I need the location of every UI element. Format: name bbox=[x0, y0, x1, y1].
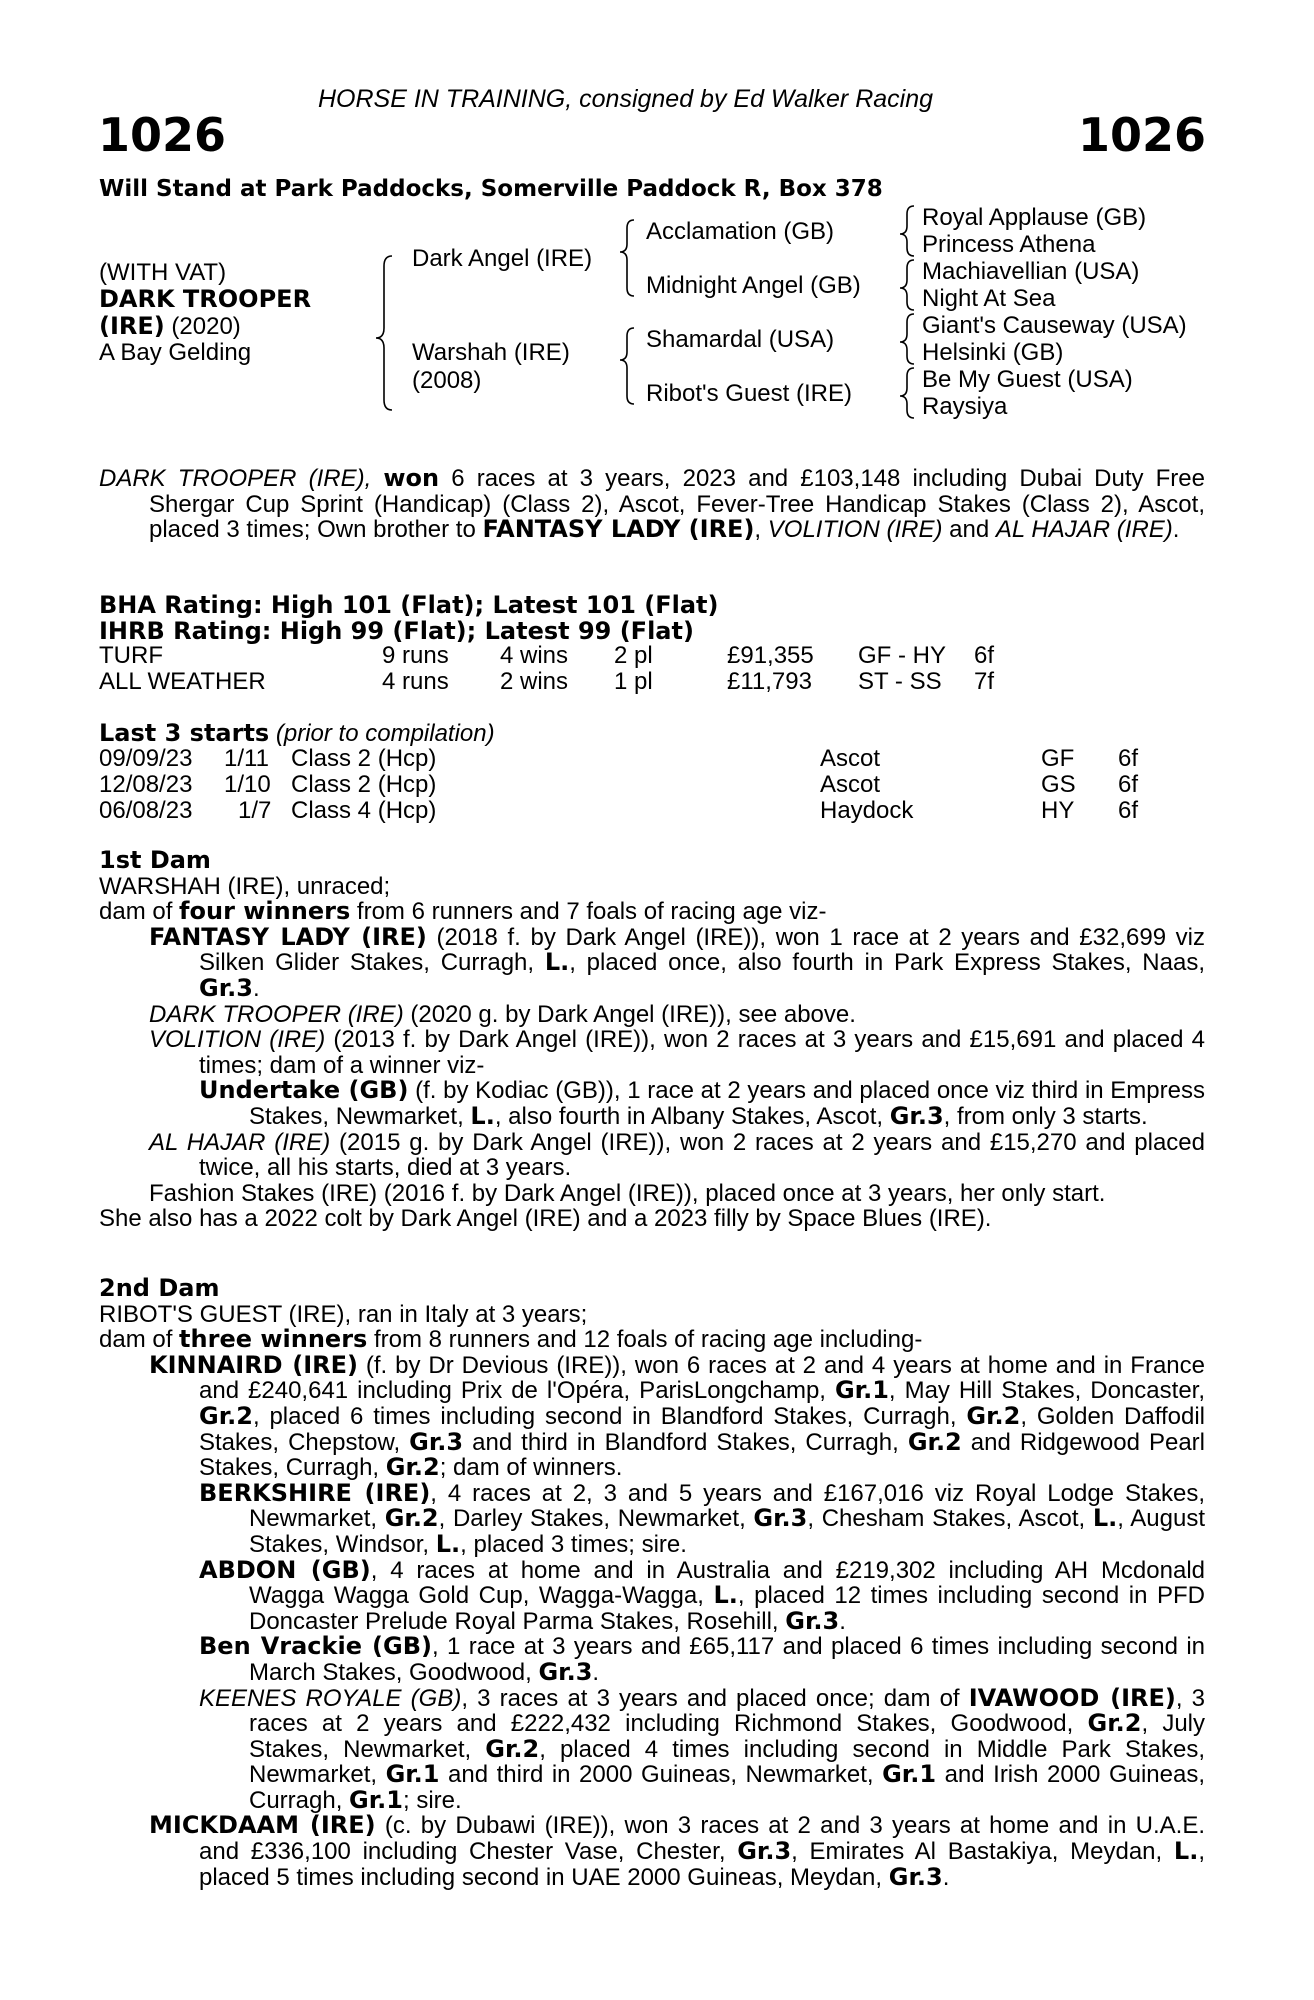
horse-name: DARK TROOPER bbox=[99, 285, 312, 313]
produce-berkshire: BERKSHIRE (IRE), 4 races at 2, 3 and 5 years and £167,016 viz Royal Lodge Stakes, Newmarket, Gr.2, Darley Stakes, Newmarket, Gr.3, Chesham Stakes, Ascot, L., August Stakes, Windsor, L., placed 3 times; sire. bbox=[199, 1478, 1205, 1558]
second-dam-heading: 2nd Dam bbox=[99, 1274, 220, 1302]
rating-row-surface: TURF bbox=[99, 642, 163, 669]
rating-row-runs: 9 runs bbox=[382, 642, 449, 669]
location-line: Will Stand at Park Paddocks, Somerville Paddock R, Box 378 bbox=[99, 176, 883, 202]
first-dam-section: 1st Dam WARSHAH (IRE), unraced; dam of four winners from 6 runners and 7 foals of racing age viz- FANTASY LADY (IRE) (2018 f. by Dark Angel (IRE)), won 1 race at 2 years and £32,699 viz Silken Glider Stakes, Curragh, L., placed once, also fourth in Park Express Stakes, Naas, Gr.3. DARK TROOPER (IRE) (2020 g. by Dark Angel (IRE)), see above. VOLITION (IRE) (2013 f. by Dark Angel (IRE)), won 2 races at 3 years and £15,691 and placed 4 times; dam of a winner viz- Undertake (GB) (f. by Kodiac (GB)), 1 race at 2 years and placed once viz third in Empress Stakes, Newmarket, L., also fourth in Albany Stakes, Ascot, Gr.3, from only 3 starts. AL HAJAR (IRE) (2015 g. by Dark Angel (IRE)), won 2 races at 2 years and £15,270 and placed twice, all his starts, died at 3 years. Fashion Stakes (IRE) (2016 f. by Dark Angel (IRE)), placed once at 3 years, her only start. She also has a 2022 colt by Dark Angel (IRE) and a 2023 filly by Space Blues (IRE). bbox=[99, 846, 1206, 1233]
start-course: Ascot bbox=[820, 771, 881, 798]
lot-number-right: 1026 bbox=[1077, 108, 1206, 162]
lot-number-left: 1026 bbox=[98, 108, 227, 162]
second-dam-section: 2nd Dam RIBOT'S GUEST (IRE), ran in Italy at 3 years; dam of three winners from 8 runners and 12 foals of racing age including- KINNAIRD (IRE) (f. by Dr Devious (IRE)), won 6 races at 2 and 4 years at home and in France and £240,641 including Prix de l'Opéra, ParisLongchamp, Gr.1, May Hill Stakes, Doncaster, Gr.2, placed 6 times including second in Blandford Stakes, Curragh, Gr.2, Golden Daffodil Stakes, Chepstow, Gr.3 and third in Blandford Stakes, Curragh, Gr.2 and Ridgewood Pearl Stakes, Curragh, Gr.2; dam of winners. BERKSHIRE (IRE), 4 races at 2, 3 and 5 years and £167,016 viz Royal Lodge Stakes, Newmarket, Gr.2, Darley Stakes, Newmarket, Gr.3, Chesham Stakes, Ascot, L., August Stakes, Windsor, L., placed 3 times; sire. ABDON (GB), 4 races at home and in Australia and £219,302 including AH Mcdonald Wagga Wagga Gold Cup, Wagga-Wagga, L., placed 12 times including second in PFD Doncaster Prelude Royal Parma Stakes, Rosehill, Gr.3. Ben Vrackie (GB), 1 race at 3 years and £65,117 and placed 6 times including second in March Stakes, Goodwood, Gr.3. KEENES ROYALE (GB), 3 races at 3 years and placed once; dam of IVAWOOD (IRE), 3 races at 2 years and £222,432 including Richmond Stakes, Goodwood, Gr.2, July Stakes, Newmarket, Gr.2, placed 4 times including second in Middle Park Stakes, Newmarket, Gr.1 and third in 2000 Guineas, Newmarket, Gr.1 and Irish 2000 Guineas, Curragh, Gr.1; sire. MICKDAAM (IRE) (c. by Dubawi (IRE)), won 3 races at 2 and 3 years at home and in U.A.E. and £336,100 including Chester Vase, Chester, Gr.3, Emirates Al Bastakiya, Meydan, L., placed 5 times including second in UAE 2000 Guineas, Meydan, Gr.3. bbox=[99, 1274, 1206, 1891]
rating-row-going: ST - SS bbox=[858, 668, 942, 695]
produce-fantasy-lady: FANTASY LADY (IRE) (2018 f. by Dark Angel (IRE)), won 1 race at 2 years and £32,699 viz Silken Glider Stakes, Curragh, L., placed once, also fourth in Park Express Stakes, Naas, Gr.3. bbox=[149, 922, 1206, 1002]
ped-sds: Machiavellian (USA) bbox=[922, 258, 1140, 285]
horse-suffix-year: (IRE) (2020) bbox=[99, 312, 241, 340]
start-going: HY bbox=[1041, 797, 1075, 824]
race-summary: DARK TROOPER (IRE), won 6 races at 3 years, 2023 and £103,148 including Dubai Duty Free Shergar Cup Sprint (Handicap) (Class 2), Ascot, Fever-Tree Handicap Stakes (Class 2), Ascot, placed 3 times; Own brother to FANTASY LADY (IRE), VOLITION (IRE) and AL HAJAR (IRE). bbox=[99, 464, 1205, 544]
ped-dsd: Helsinki (GB) bbox=[922, 339, 1064, 366]
rating-row-prize: £91,355 bbox=[727, 642, 814, 669]
ped-dss: Giant's Causeway (USA) bbox=[922, 312, 1187, 339]
dam-sire: Shamardal (USA) bbox=[646, 326, 835, 353]
ped-sdd: Night At Sea bbox=[922, 285, 1056, 312]
start-distance: 6f bbox=[1118, 797, 1139, 824]
produce-fashion-stakes: Fashion Stakes (IRE) (2016 f. by Dark Angel (IRE)), placed once at 3 years, her only start. bbox=[149, 1179, 1106, 1207]
produce-keenes-royale: KEENES ROYALE (GB), 3 races at 3 years and placed once; dam of IVAWOOD (IRE), 3 races at 2 years and £222,432 including Richmond Stakes, Goodwood, Gr.2, July Stakes, Newmarket, Gr.2, placed 4 times including second in Middle Park Stakes, Newmarket, Gr.1 and third in 2000 Guineas, Newmarket, Gr.1 and Irish 2000 Guineas, Curragh, Gr.1; sire. bbox=[199, 1683, 1206, 1814]
start-class: Class 2 (Hcp) bbox=[291, 745, 437, 772]
rating-row-distance: 6f bbox=[974, 642, 995, 669]
consignment-line: HORSE IN TRAINING, consigned by Ed Walker Racing bbox=[318, 85, 934, 113]
rating-row-wins: 4 wins bbox=[500, 642, 569, 669]
start-distance: 6f bbox=[1118, 771, 1139, 798]
produce-dark-trooper: DARK TROOPER (IRE) (2020 g. by Dark Angel (IRE)), see above. bbox=[149, 1000, 856, 1028]
start-going: GS bbox=[1041, 771, 1076, 798]
sire: Dark Angel (IRE) bbox=[412, 245, 593, 272]
produce-al-hajar: AL HAJAR (IRE) (2015 g. by Dark Angel (IRE)), won 2 races at 2 years and £15,270 and placed twice, all his starts, died at 3 years. bbox=[149, 1128, 1205, 1182]
rating-row-wins: 2 wins bbox=[500, 668, 569, 695]
start-date: 06/08/23 bbox=[99, 797, 193, 824]
produce-ben-vrackie: Ben Vrackie (GB), 1 race at 3 years and £65,117 and placed 6 times including second in March Stakes, Goodwood, Gr.3. bbox=[199, 1632, 1206, 1686]
start-distance: 6f bbox=[1118, 745, 1139, 772]
start-class: Class 2 (Hcp) bbox=[291, 771, 437, 798]
sire-sire: Acclamation (GB) bbox=[646, 218, 835, 245]
rating-row-distance: 7f bbox=[974, 668, 995, 695]
dam-dam: Ribot's Guest (IRE) bbox=[646, 380, 852, 407]
bha-rating: BHA Rating: High 101 (Flat); Latest 101 (Flat) bbox=[99, 591, 719, 619]
vat-note: (WITH VAT) bbox=[99, 259, 227, 286]
start-going: GF bbox=[1041, 745, 1075, 772]
produce-kinnaird: KINNAIRD (IRE) (f. by Dr Devious (IRE)), won 6 races at 2 and 4 years at home and in France and £240,641 including Prix de l'Opéra, ParisLongchamp, Gr.1, May Hill Stakes, Doncaster, Gr.2, placed 6 times including second in Blandford Stakes, Curragh, Gr.2, Golden Daffodil Stakes, Chepstow, Gr.3 and third in Blandford Stakes, Curragh, Gr.2 and Ridgewood Pearl Stakes, Curragh, Gr.2; dam of winners. bbox=[149, 1350, 1206, 1482]
produce-abdon: ABDON (GB), 4 races at home and in Australia and £219,302 including AH Mcdonald Wagga Wagga Gold Cup, Wagga-Wagga, L., placed 12 times including second in PFD Doncaster Prelude Royal Parma Stakes, Rosehill, Gr.3. bbox=[199, 1555, 1206, 1635]
dam: Warshah (IRE) bbox=[412, 339, 570, 366]
rating-row-going: GF - HY bbox=[858, 642, 946, 669]
rating-row-surface: ALL WEATHER bbox=[99, 668, 266, 695]
also-produce: She also has a 2022 colt by Dark Angel (IRE) and a 2023 filly by Space Blues (IRE). bbox=[99, 1205, 992, 1233]
start-date: 12/08/23 bbox=[99, 771, 193, 798]
start-class: Class 4 (Hcp) bbox=[291, 797, 437, 824]
ped-ssd: Princess Athena bbox=[922, 231, 1096, 258]
start-date: 09/09/23 bbox=[99, 745, 193, 772]
rating-row-prize: £11,793 bbox=[727, 668, 812, 695]
produce-mickdaam: MICKDAAM (IRE) (c. by Dubawi (IRE)), won 3 races at 2 and 3 years at home and in U.A.E. and £336,100 including Chester Vase, Chester, Gr.3, Emirates Al Bastakiya, Meydan, L., placed 5 times including second in UAE 2000 Guineas, Meydan, Gr.3. bbox=[149, 1811, 1206, 1891]
produce-undertake: Undertake (GB) (f. by Kodiac (GB)), 1 race at 2 years and placed once viz third in Empress Stakes, Newmarket, L., also fourth in Albany Stakes, Ascot, Gr.3, from only 3 starts. bbox=[199, 1076, 1205, 1130]
sire-dam: Midnight Angel (GB) bbox=[646, 272, 861, 299]
rating-row-places: 1 pl bbox=[614, 668, 653, 695]
dam-year: (2008) bbox=[412, 367, 482, 394]
last-starts-heading: Last 3 starts (prior to compilation) bbox=[99, 719, 495, 747]
start-position: 1/7 bbox=[238, 797, 272, 824]
ped-sss: Royal Applause (GB) bbox=[922, 204, 1147, 231]
ped-ddd: Raysiya bbox=[922, 393, 1008, 420]
ihrb-rating: IHRB Rating: High 99 (Flat); Latest 99 (Flat) bbox=[99, 617, 694, 645]
start-position: 1/10 bbox=[224, 771, 271, 798]
horse-description: A Bay Gelding bbox=[99, 339, 252, 366]
rating-row-places: 2 pl bbox=[614, 642, 653, 669]
rating-row-runs: 4 runs bbox=[382, 668, 449, 695]
ped-dds: Be My Guest (USA) bbox=[922, 366, 1133, 393]
produce-volition: VOLITION (IRE) (2013 f. by Dark Angel (IRE)), won 2 races at 3 years and £15,691 and placed 4 times; dam of a winner viz- bbox=[149, 1026, 1206, 1079]
first-dam-heading: 1st Dam bbox=[99, 846, 211, 874]
start-position: 1/11 bbox=[224, 745, 269, 772]
start-course: Haydock bbox=[820, 797, 914, 824]
start-course: Ascot bbox=[820, 745, 881, 772]
